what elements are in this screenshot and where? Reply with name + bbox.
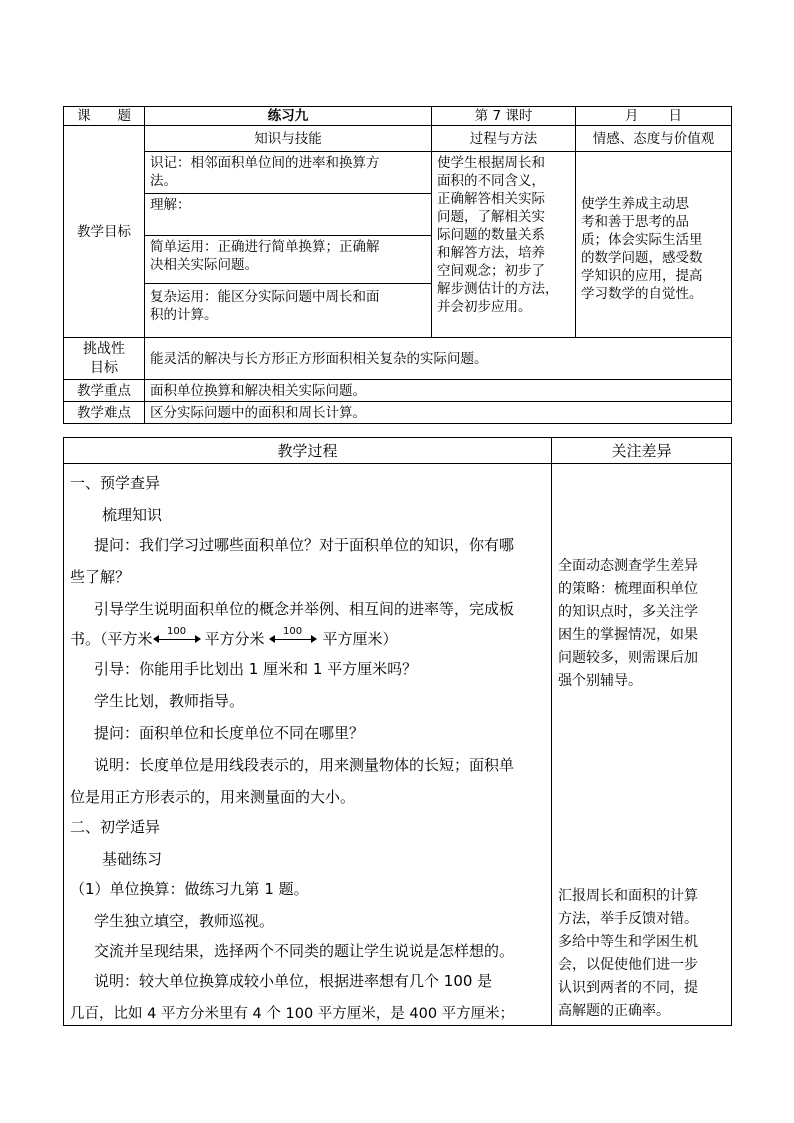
day-label: 日 <box>668 108 682 124</box>
rate-arrow-2: 100 <box>269 628 317 644</box>
topic-value: 练习九 <box>145 107 432 126</box>
para-explain-2: 说明：较大单位换算成较小单位，根据进率想有几个 100 是 <box>94 972 493 990</box>
goal-recall: 识记：相邻面积单位间的进率和换算方 法。 <box>145 152 432 194</box>
challenge-label: 挑战性 目标 <box>64 338 145 380</box>
goal-complex: 复杂运用：能区分实际问题中周长和面 积的计算。 <box>145 284 432 338</box>
section-pre-study: 一、预学查异 <box>70 474 161 492</box>
para-exercise-1: （1）单位换算：做练习九第 1 题。 <box>70 880 309 898</box>
para-explain-1b: 位是用正方形表示的，用来测量面的大小。 <box>70 788 356 806</box>
lesson-plan-header-table <box>63 106 732 424</box>
lesson-number: 第 7 课时 <box>432 107 576 126</box>
para-guide-1: 引导学生说明面积单位的概念并举例、相互间的进率等，完成板 <box>94 600 515 618</box>
key-text: 面积单位换算和解决相关实际问题。 <box>145 380 732 402</box>
process-header: 教学过程 <box>64 438 552 464</box>
rate-arrow-1: 100 <box>153 628 201 644</box>
para-exchange: 交流并呈现结果，选择两个不同类的题让学生说说是怎样想的。 <box>94 942 515 960</box>
teaching-process-table <box>63 437 732 1026</box>
para-question-1: 提问：我们学习过哪些面积单位？对于面积单位的知识，你有哪 <box>94 536 515 554</box>
date-field <box>576 107 732 126</box>
para-student-2: 学生独立填空，教师巡视。 <box>94 912 275 930</box>
goals-col-process: 过程与方法 <box>432 126 576 152</box>
goal-process-text: 使学生根据周长和 面积的不同含义， 正确解答相关实际 问题，了解相关实 际问题的数量关系 和解答方法，培养 空间观念；初步了 解步测估计的方法， 并会初步应用。 <box>432 152 576 338</box>
goals-col-knowledge: 知识与技能 <box>145 126 432 152</box>
key-label: 教学重点 <box>64 380 145 402</box>
para-student-1: 学生比划，教师指导。 <box>94 692 245 710</box>
challenge-text: 能灵活的解决与长方形正方形面积相关复杂的实际问题。 <box>145 338 732 380</box>
goal-understand: 理解： <box>145 194 432 236</box>
goal-simple: 简单运用：正确进行简单换算；正确解 决相关实际问题。 <box>145 236 432 284</box>
para-explain-1: 说明：长度单位是用线段表示的，用来测量物体的长短；面积单 <box>94 756 515 774</box>
differences-content: 全面动态测查学生差异 的策略：梳理面积单位 的知识点时，多关注学 困生的掌握情况，如果 问题较多，则需课后加 强个别辅导。 汇报周长和面积的计算 方法，举手反馈对错。 多给中等生和学困生机 会，以促使他们进一步 认识到两者的不同，提 高解题的正确率。 <box>552 464 732 1026</box>
topic-label: 课 题 <box>64 107 145 126</box>
goals-label: 教学目标 <box>64 126 145 338</box>
process-content <box>64 464 552 1026</box>
section-initial-study: 二、初学适异 <box>70 818 161 836</box>
difficulty-label: 教学难点 <box>64 402 145 424</box>
para-guide-2: 引导：你能用手比划出 1 厘米和 1 平方厘米吗？ <box>94 660 418 678</box>
para-question-2: 提问：面积单位和长度单位不同在哪里？ <box>94 724 365 742</box>
differences-header: 关注差异 <box>552 438 732 464</box>
difficulty-text: 区分实际问题中的面积和周长计算。 <box>145 402 732 424</box>
para-question-1b: 些了解？ <box>70 568 131 586</box>
month-label: 月 <box>625 108 639 124</box>
subsection-basic-practice: 基础练习 <box>102 850 163 868</box>
goals-col-emotion: 情感、态度与价值观 <box>576 126 732 152</box>
para-guide-1b: 书。（平方米 100 平方分米 100 平方厘米） <box>70 626 398 648</box>
subsection-sort-knowledge: 梳理知识 <box>102 506 163 524</box>
goal-emotion-text: 使学生养成主动思 考和善于思考的品 质；体会实际生活里 的数学问题，感受数 学知识的应用，提高 学习数学的自觉性。 <box>576 152 732 338</box>
para-explain-2b: 几百，比如 4 平方分米里有 4 个 100 平方厘米，是 400 平方厘米； <box>70 1006 515 1022</box>
